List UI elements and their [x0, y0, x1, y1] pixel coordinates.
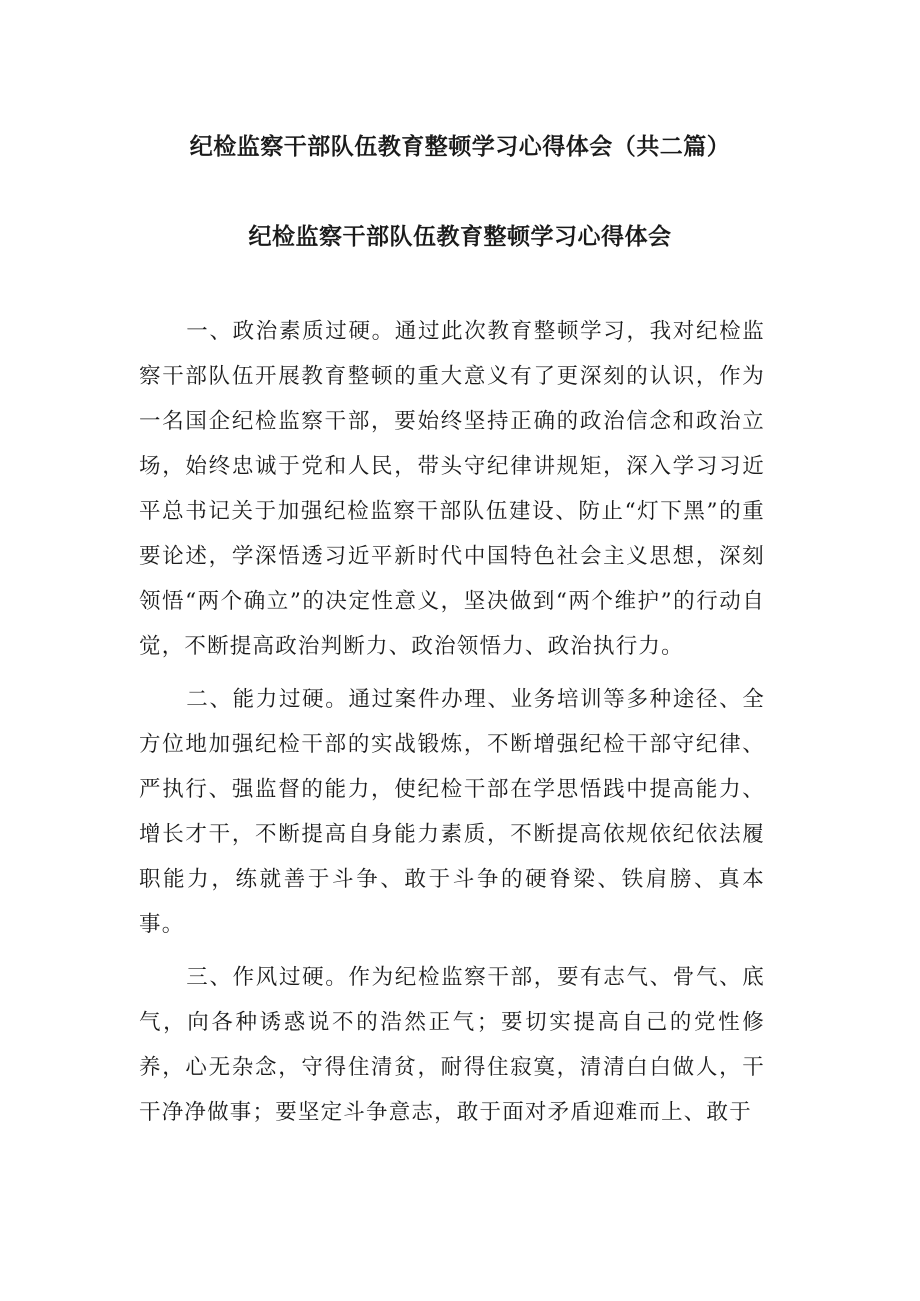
document-subtitle: 纪检监察干部队伍教育整顿学习心得体会 — [248, 224, 672, 250]
document-body — [139, 309, 765, 1143]
paragraph-ability: 二、能力过硬。通过案件办理、业务培训等多种途径、全方位地加强纪检干部的实战锻炼，不断增强纪检干部守纪律、严执行、强监督的能力，使纪检干部在学思悟践中提高能力、增长才干，不断提高自身能力素质，不断提高依规依纪依法履职能力，练就善于斗争、敢于斗争的硬脊梁、铁肩膀、真本事。 — [139, 687, 765, 937]
paragraph-work-style: 三、作风过硬。作为纪检监察干部，要有志气、骨气、底气，向各种诱惑说不的浩然正气；要切实提高自己的党性修养，心无杂念，守得住清贫，耐得住寂寞，清清白白做人，干干净净做事；要坚定斗争意志，敢于面对矛盾迎难而上、敢于 — [139, 965, 765, 1125]
document-title: 纪检监察干部队伍教育整顿学习心得体会（共二篇） — [189, 134, 731, 160]
paragraph-political-quality: 一、政治素质过硬。通过此次教育整顿学习，我对纪检监察干部队伍开展教育整顿的重大意义有了更深刻的认识，作为一名国企纪检监察干部，要始终坚持正确的政治信念和政治立场，始终忠诚于党和人民，带头守纪律讲规矩，深入学习习近平总书记关于加强纪检监察干部队伍建设、防止“灯下黑”的重要论述，学深悟透习近平新时代中国特色社会主义思想，深刻领悟“两个确立”的决定性意义，坚决做到“两个维护”的行动自觉，不断提高政治判断力、政治领悟力、政治执行力。 — [139, 319, 765, 659]
